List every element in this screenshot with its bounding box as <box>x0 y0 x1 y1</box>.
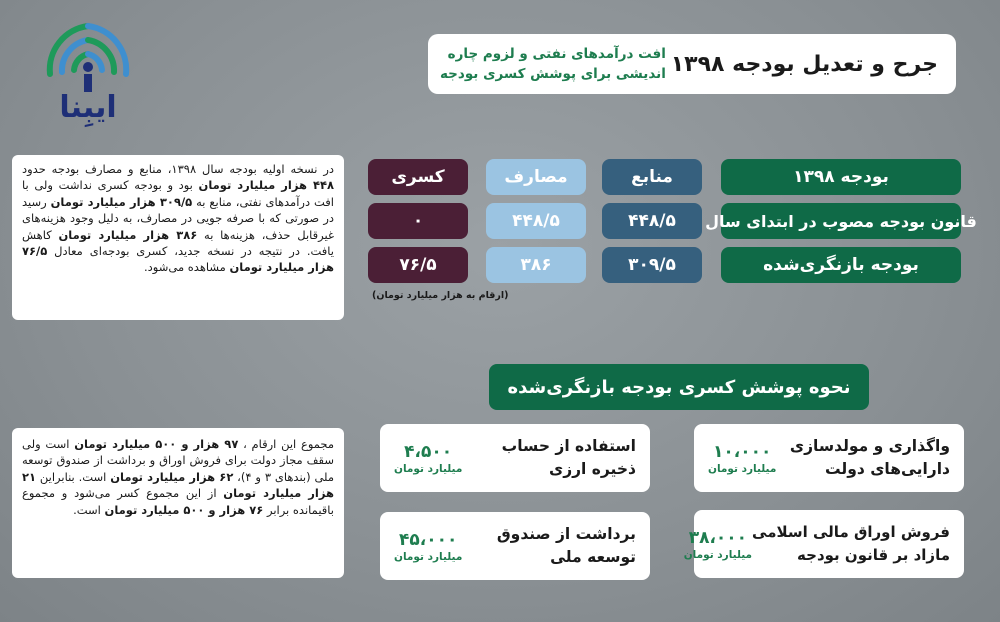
wifi-i-icon <box>28 12 148 92</box>
table-row-approved-deficit: ۰ <box>368 203 468 239</box>
para1-text-4: کاهش یافت. در نتیجه در نسخه جدید، کسری بودجه‌ای معادل <box>22 227 334 259</box>
card-label <box>502 435 636 481</box>
card-label <box>790 435 950 481</box>
para2-bold-2: ۶۲ هزار میلیارد تومان <box>110 469 234 484</box>
card-value <box>394 529 462 563</box>
card-asset-divestment <box>694 424 964 492</box>
card-label <box>497 523 636 569</box>
card-islamic-bonds <box>683 510 964 578</box>
card-label-line-1: استفاده از حساب <box>501 437 636 455</box>
card-amount: ۳۸،۰۰۰ <box>688 528 748 548</box>
table-row-revised-deficit: ۷۶/۵ <box>368 247 468 283</box>
table-row-revised-label: بودجه بازنگری‌شده <box>721 247 961 283</box>
para1-text-1: در نسخه اولیه بودجه سال ۱۳۹۸، منابع و مصارف بودجه حدود <box>22 162 335 176</box>
para1-bold-3: ۳۸۶ هزار میلیارد تومان <box>58 227 198 242</box>
summary-paragraph <box>12 155 344 320</box>
card-amount: ۴،۵۰۰ <box>404 442 453 462</box>
para1-text-5: مشاهده می‌شود. <box>144 260 230 275</box>
card-unit: میلیارد تومان <box>394 551 463 563</box>
page-subtitle <box>440 44 666 84</box>
para2-text-3: است. بنابراین <box>36 469 111 484</box>
table-header-sources: منابع <box>602 159 702 195</box>
card-unit: میلیارد تومان <box>683 549 753 561</box>
para2-text-1: مجموع این ارقام ، <box>238 437 334 451</box>
card-national-development-fund <box>380 512 650 580</box>
card-value <box>684 527 752 561</box>
para2-text-2: است ولی سقف مجاز دولت برای فروش اوراق و برداشت از صندوق توسعه ملی (بندهای ۳ و ۴)، <box>22 437 334 484</box>
para1-text-3: رسید در صورتی که با صرفه جویی در مصارف، به دلیل وجود هزینه‌های غیرقابل حذف، هزینه‌ها به <box>22 194 334 242</box>
card-label-line-2: مازاد بر قانون بودجه <box>797 546 950 564</box>
card-label-line-1: برداشت از صندوق <box>496 525 636 543</box>
card-label-line-2: توسعه ملی <box>550 548 636 566</box>
table-row-revised-sources: ۳۰۹/۵ <box>602 247 702 283</box>
card-unit: میلیارد تومان <box>708 463 777 475</box>
page-title: جرح و تعدیل بودجه ۱۳۹۸ <box>670 51 938 77</box>
table-row-revised-expenses: ۳۸۶ <box>486 247 586 283</box>
coverage-paragraph <box>12 428 344 578</box>
card-label-line-1: واگذاری و مولدسازی <box>789 437 950 455</box>
para2-text-4: از این مجموع کسر می‌شود و مجموع باقیمانده برابر <box>22 486 334 517</box>
para1-text-2: بود و بودجه کسری نداشت ولی با افت درآمدهای نفتی، منابع به <box>22 178 334 209</box>
table-header-budget: بودجه ۱۳۹۸ <box>721 159 961 195</box>
table-header-deficit: کسری <box>368 159 468 195</box>
card-value <box>394 441 462 475</box>
para2-bold-3: ۲۱ هزار میلیارد تومان <box>22 469 334 501</box>
card-label-line-1: فروش اوراق مالی اسلامی <box>752 523 950 541</box>
card-amount: ۴۵،۰۰۰ <box>398 530 458 550</box>
table-row-approved-label: قانون بودجه مصوب در ابتدای سال <box>721 203 961 239</box>
unit-note: (ارقام به هزار میلیارد تومان) <box>372 290 509 301</box>
para1-bold-1: ۴۴۸ هزار میلیارد تومان <box>198 178 334 193</box>
subtitle-line-2: اندیشی برای پوشش کسری بودجه <box>440 66 666 82</box>
card-label <box>752 521 950 567</box>
card-fx-reserve <box>380 424 650 492</box>
logo <box>28 12 148 130</box>
subtitle-line-1: افت درآمدهای نفتی و لزوم چاره <box>447 46 666 62</box>
para1-bold-2: ۳۰۹/۵ هزار میلیارد تومان <box>50 194 193 209</box>
para2-text-5: است. <box>73 502 105 517</box>
card-label-line-2: ذخیره ارزی <box>548 460 636 478</box>
card-unit: میلیارد تومان <box>394 463 463 475</box>
para2-bold-4: ۷۶ هزار و ۵۰۰ میلیارد تومان <box>104 502 264 517</box>
logo-text: ایبِنا <box>59 90 117 125</box>
card-label-line-2: دارایی‌های دولت <box>825 460 950 478</box>
section-title: نحوه پوشش کسری بودجه بازنگری‌شده <box>489 364 869 410</box>
table-header-expenses: مصارف <box>486 159 586 195</box>
para2-bold-1: ۹۷ هزار و ۵۰۰ میلیارد تومان <box>74 437 239 451</box>
table-row-approved-expenses: ۴۴۸/۵ <box>486 203 586 239</box>
para1-bold-4: ۷۶/۵ هزار میلیارد تومان <box>22 244 334 275</box>
card-amount: ۱۰،۰۰۰ <box>712 442 772 462</box>
title-box <box>428 34 956 94</box>
table-row-approved-sources: ۴۴۸/۵ <box>602 203 702 239</box>
card-value <box>708 441 776 475</box>
